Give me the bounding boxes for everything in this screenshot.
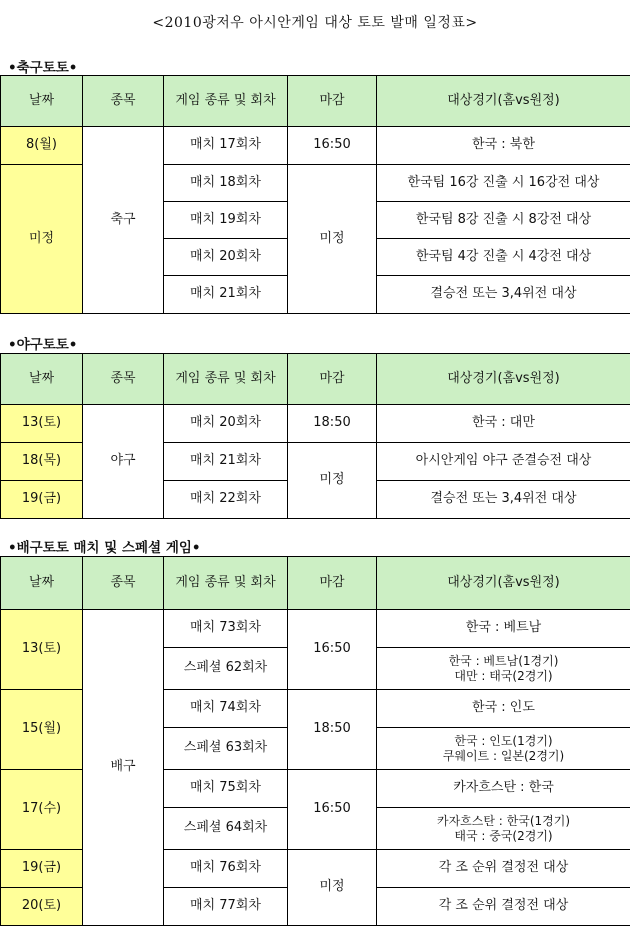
date-cell: 15(월) <box>1 690 83 770</box>
match-cell: 각 조 순위 결정전 대상 <box>377 850 630 888</box>
sport-cell: 축구 <box>83 127 164 314</box>
soccer-section-title: •축구토토• <box>8 56 77 76</box>
game-cell: 매치 76회차 <box>164 850 288 888</box>
deadline-cell: 16:50 <box>288 610 377 690</box>
match-line-2: 쿠웨이트 : 일본(2경기) <box>377 749 630 764</box>
sport-cell: 야구 <box>83 405 164 519</box>
header-match: 대상경기(홈vs원정) <box>377 76 630 127</box>
match-cell: 한국 : 대만 <box>377 405 630 443</box>
table-row <box>1 127 630 165</box>
table-row <box>1 405 630 443</box>
game-cell: 스페셜 63회차 <box>164 728 288 770</box>
document-title: <2010광저우 아시안게임 대상 토토 발매 일정표> <box>0 12 630 32</box>
header-match: 대상경기(홈vs원정) <box>377 557 630 610</box>
date-cell: 17(수) <box>1 770 83 850</box>
game-cell: 스페셜 64회차 <box>164 808 288 850</box>
game-cell: 매치 18회차 <box>164 165 288 202</box>
game-cell: 매치 17회차 <box>164 127 288 165</box>
deadline-cell: 18:50 <box>288 405 377 443</box>
header-game: 게임 종류 및 회차 <box>164 354 288 405</box>
game-cell: 매치 21회차 <box>164 276 288 314</box>
header-deadline: 마감 <box>288 557 377 610</box>
header-sport: 종목 <box>83 76 164 127</box>
match-cell: 한국 : 북한 <box>377 127 630 165</box>
match-cell: 한국팀 8강 진출 시 8강전 대상 <box>377 202 630 239</box>
match-line-1: 카자흐스탄 : 한국(1경기) <box>377 814 630 829</box>
soccer-schedule-table <box>0 75 630 314</box>
date-cell: 19(금) <box>1 481 83 519</box>
table-header-row <box>1 557 630 610</box>
match-line-1: 한국 : 베트남(1경기) <box>377 654 630 669</box>
match-line-2: 태국 : 중국(2경기) <box>377 829 630 844</box>
date-cell: 8(월) <box>1 127 83 165</box>
match-cell: 결승전 또는 3,4위전 대상 <box>377 481 630 519</box>
header-date: 날짜 <box>1 557 83 610</box>
match-cell: 한국팀 16강 진출 시 16강전 대상 <box>377 165 630 202</box>
game-cell: 매치 73회차 <box>164 610 288 648</box>
match-cell: 카자흐스탄 : 한국 <box>377 770 630 808</box>
game-cell: 매치 74회차 <box>164 690 288 728</box>
deadline-cell: 16:50 <box>288 127 377 165</box>
match-cell: 한국 : 베트남 <box>377 610 630 648</box>
date-cell: 20(토) <box>1 888 83 926</box>
deadline-cell: 미정 <box>288 443 377 519</box>
header-game: 게임 종류 및 회차 <box>164 557 288 610</box>
match-cell: 한국팀 4강 진출 시 4강전 대상 <box>377 239 630 276</box>
volleyball-section-title: •배구토토 매치 및 스페셜 게임• <box>8 536 201 556</box>
match-cell: 각 조 순위 결정전 대상 <box>377 888 630 926</box>
match-line-2: 대만 : 태국(2경기) <box>377 669 630 684</box>
match-cell: 아시안게임 야구 준결승전 대상 <box>377 443 630 481</box>
game-cell: 매치 75회차 <box>164 770 288 808</box>
table-row <box>1 610 630 648</box>
date-cell: 미정 <box>1 165 83 314</box>
header-deadline: 마감 <box>288 76 377 127</box>
game-cell: 스페셜 62회차 <box>164 648 288 690</box>
match-cell <box>377 648 630 690</box>
deadline-cell: 18:50 <box>288 690 377 770</box>
match-line-1: 한국 : 인도(1경기) <box>377 734 630 749</box>
header-date: 날짜 <box>1 76 83 127</box>
table-header-row <box>1 76 630 127</box>
game-cell: 매치 22회차 <box>164 481 288 519</box>
game-cell: 매치 21회차 <box>164 443 288 481</box>
deadline-cell: 미정 <box>288 850 377 926</box>
baseball-schedule-table <box>0 353 630 519</box>
deadline-cell: 미정 <box>288 165 377 314</box>
date-cell: 19(금) <box>1 850 83 888</box>
header-date: 날짜 <box>1 354 83 405</box>
sport-cell: 배구 <box>83 610 164 926</box>
header-game: 게임 종류 및 회차 <box>164 76 288 127</box>
match-cell: 한국 : 인도 <box>377 690 630 728</box>
game-cell: 매치 20회차 <box>164 239 288 276</box>
volleyball-schedule-table <box>0 556 630 926</box>
deadline-cell: 16:50 <box>288 770 377 850</box>
header-match: 대상경기(홈vs원정) <box>377 354 630 405</box>
baseball-section-title: •야구토토• <box>8 333 77 353</box>
game-cell: 매치 19회차 <box>164 202 288 239</box>
table-header-row <box>1 354 630 405</box>
header-deadline: 마감 <box>288 354 377 405</box>
date-cell: 18(목) <box>1 443 83 481</box>
header-sport: 종목 <box>83 557 164 610</box>
match-cell: 결승전 또는 3,4위전 대상 <box>377 276 630 314</box>
date-cell: 13(토) <box>1 405 83 443</box>
match-cell <box>377 728 630 770</box>
match-cell <box>377 808 630 850</box>
date-cell: 13(토) <box>1 610 83 690</box>
game-cell: 매치 20회차 <box>164 405 288 443</box>
header-sport: 종목 <box>83 354 164 405</box>
game-cell: 매치 77회차 <box>164 888 288 926</box>
